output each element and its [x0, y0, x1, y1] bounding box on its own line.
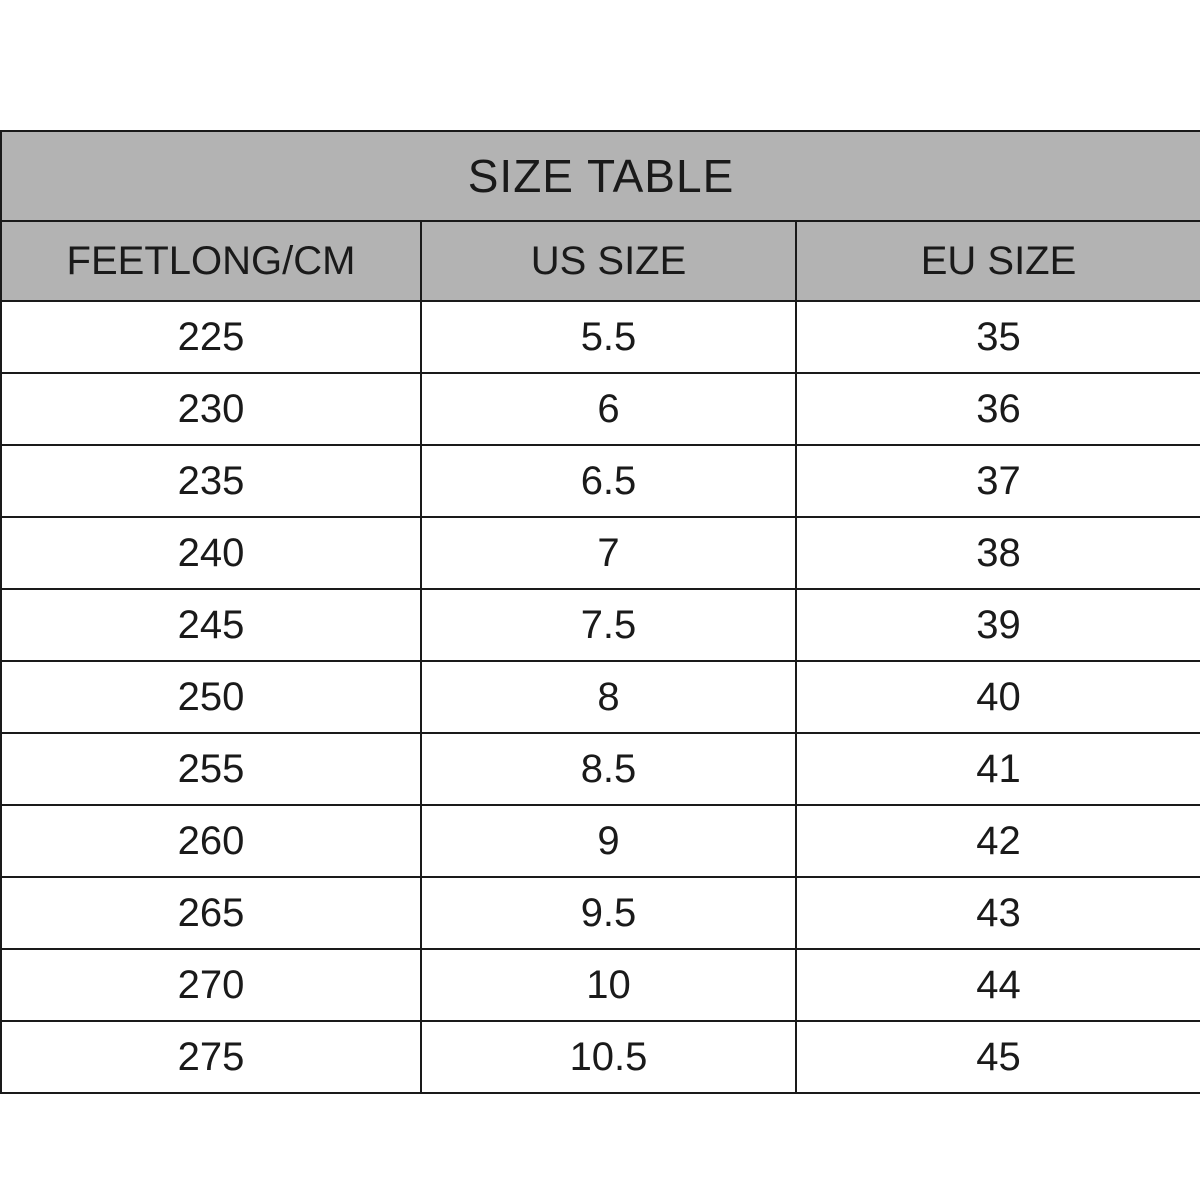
cell-feetlong: 265: [1, 877, 421, 949]
cell-us-size: 10: [421, 949, 796, 1021]
table-row: [1, 301, 1200, 373]
cell-us-size: 6: [421, 373, 796, 445]
table-row: [1, 733, 1200, 805]
cell-feetlong: 275: [1, 1021, 421, 1093]
table-title: SIZE TABLE: [1, 131, 1200, 221]
cell-us-size: 9: [421, 805, 796, 877]
table-row: [1, 805, 1200, 877]
table-row: [1, 949, 1200, 1021]
cell-eu-size: 43: [796, 877, 1200, 949]
cell-feetlong: 260: [1, 805, 421, 877]
table-title-row: [1, 131, 1200, 221]
column-header-us-size: US SIZE: [421, 221, 796, 301]
column-header-eu-size: EU SIZE: [796, 221, 1200, 301]
cell-us-size: 5.5: [421, 301, 796, 373]
cell-us-size: 6.5: [421, 445, 796, 517]
cell-feetlong: 240: [1, 517, 421, 589]
cell-feetlong: 250: [1, 661, 421, 733]
table-row: [1, 589, 1200, 661]
cell-us-size: 7.5: [421, 589, 796, 661]
cell-eu-size: 41: [796, 733, 1200, 805]
table-row: [1, 877, 1200, 949]
cell-eu-size: 38: [796, 517, 1200, 589]
table-row: [1, 1021, 1200, 1093]
cell-us-size: 8.5: [421, 733, 796, 805]
cell-feetlong: 245: [1, 589, 421, 661]
table-header-row: [1, 221, 1200, 301]
cell-eu-size: 36: [796, 373, 1200, 445]
cell-us-size: 8: [421, 661, 796, 733]
cell-feetlong: 225: [1, 301, 421, 373]
cell-us-size: 10.5: [421, 1021, 796, 1093]
cell-eu-size: 40: [796, 661, 1200, 733]
cell-us-size: 9.5: [421, 877, 796, 949]
cell-feetlong: 235: [1, 445, 421, 517]
table-row: [1, 517, 1200, 589]
cell-feetlong: 270: [1, 949, 421, 1021]
table-row: [1, 445, 1200, 517]
cell-eu-size: 42: [796, 805, 1200, 877]
cell-eu-size: 44: [796, 949, 1200, 1021]
column-header-feetlong: FEETLONG/CM: [1, 221, 421, 301]
cell-us-size: 7: [421, 517, 796, 589]
cell-feetlong: 230: [1, 373, 421, 445]
table-row: [1, 373, 1200, 445]
cell-feetlong: 255: [1, 733, 421, 805]
cell-eu-size: 37: [796, 445, 1200, 517]
cell-eu-size: 39: [796, 589, 1200, 661]
size-table-body: [1, 131, 1200, 1093]
size-table-container: [0, 130, 1200, 1094]
cell-eu-size: 35: [796, 301, 1200, 373]
cell-eu-size: 45: [796, 1021, 1200, 1093]
size-table: [0, 130, 1200, 1094]
table-row: [1, 661, 1200, 733]
